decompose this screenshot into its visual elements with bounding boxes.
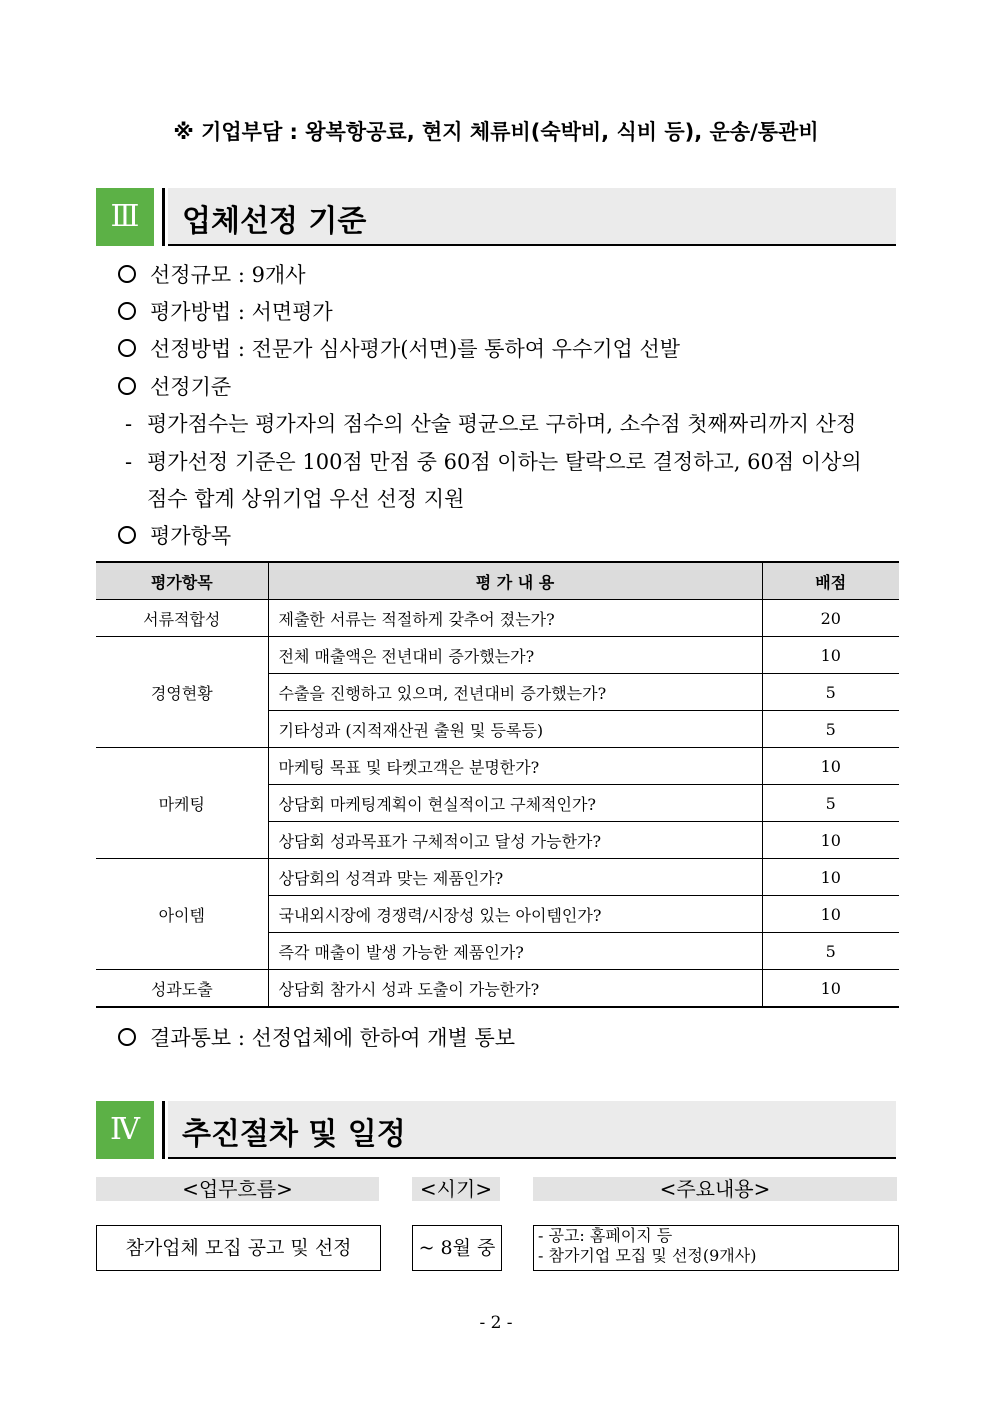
criteria-line-2: - 평가선정 기준은 100점 만점 중 60점 이하는 탈락으로 결정하고, 60점 이상의 xyxy=(125,450,862,474)
question-cell: 기타성과 (지적재산권 출원 및 등록등) xyxy=(268,711,762,748)
question-cell: 즉각 매출이 발생 가능한 제품인가? xyxy=(268,933,762,970)
period-box: ~ 8월 중 xyxy=(412,1225,502,1271)
table-row xyxy=(96,637,899,674)
circle-bullet-icon xyxy=(118,526,136,544)
question-cell: 마케팅 목표 및 타켓고객은 분명한가? xyxy=(268,748,762,785)
score-cell: 10 xyxy=(762,970,899,1008)
header-category: 평가항목 xyxy=(96,562,268,600)
workflow-step-box: 참가업체 모집 공고 및 선정 xyxy=(96,1225,381,1271)
table-row xyxy=(96,600,899,637)
score-cell: 10 xyxy=(762,748,899,785)
category-cell: 성과도출 xyxy=(96,970,268,1008)
section-3-title: 업체선정 기준 xyxy=(182,204,367,239)
category-cell: 아이템 xyxy=(96,859,268,970)
section-3-header xyxy=(96,188,896,246)
score-cell: 5 xyxy=(762,933,899,970)
criteria-line-1: - 평가점수는 평가자의 점수의 산술 평균으로 구하며, 소수점 첫째짜리까지 산정 xyxy=(125,412,857,436)
score-cell: 5 xyxy=(762,674,899,711)
category-cell: 마케팅 xyxy=(96,748,268,859)
circle-bullet-icon xyxy=(118,339,136,357)
header-period: <시기> xyxy=(412,1177,500,1201)
bullet-evaluation-method: 평가방법 : 서면평가 xyxy=(118,296,333,326)
criteria-line-3: 점수 합계 상위기업 우선 선정 지원 xyxy=(147,487,465,511)
evaluation-table xyxy=(96,561,899,1008)
section-3-title-box xyxy=(168,188,896,246)
table-row xyxy=(96,748,899,785)
question-cell: 상담회 참가시 성과 도출이 가능한가? xyxy=(268,970,762,1008)
header-score: 배점 xyxy=(762,562,899,600)
question-cell: 상담회 마케팅계획이 현실적이고 구체적인가? xyxy=(268,785,762,822)
detail-line: - 공고: 홈페이지 등 xyxy=(538,1226,673,1245)
score-cell: 10 xyxy=(762,859,899,896)
section-4-number: Ⅳ xyxy=(96,1101,154,1159)
section-4-title-box xyxy=(168,1101,896,1159)
section-4-header xyxy=(96,1101,896,1159)
score-cell: 20 xyxy=(762,600,899,637)
question-cell: 수출을 진행하고 있으며, 전년대비 증가했는가? xyxy=(268,674,762,711)
company-burden-note: ※ 기업부담 : 왕복항공료, 현지 체류비(숙박비, 식비 등), 운송/통관비 xyxy=(173,120,819,144)
question-cell: 국내외시장에 경쟁력/시장성 있는 아이템인가? xyxy=(268,896,762,933)
circle-bullet-icon xyxy=(118,377,136,395)
bullet-selection-scale: 선정규모 : 9개사 xyxy=(118,259,306,289)
header-content: 평 가 내 용 xyxy=(268,562,762,600)
category-cell: 경영현황 xyxy=(96,637,268,748)
header-main-content: <주요내용> xyxy=(533,1177,897,1201)
bullet-result-notice: 결과통보 : 선정업체에 한하여 개별 통보 xyxy=(118,1022,515,1052)
score-cell: 5 xyxy=(762,711,899,748)
circle-bullet-icon xyxy=(118,265,136,283)
details-box xyxy=(533,1225,899,1271)
question-cell: 상담회 성과목표가 구체적이고 달성 가능한가? xyxy=(268,822,762,859)
detail-line: - 참가기업 모집 및 선정(9개사) xyxy=(538,1246,757,1265)
bullet-selection-method: 선정방법 : 전문가 심사평가(서면)를 통하여 우수기업 선발 xyxy=(118,333,680,363)
table-row xyxy=(96,970,899,1008)
score-cell: 5 xyxy=(762,785,899,822)
score-cell: 10 xyxy=(762,637,899,674)
circle-bullet-icon xyxy=(118,1028,136,1046)
question-cell: 제출한 서류는 적절하게 갖추어 졌는가? xyxy=(268,600,762,637)
score-cell: 10 xyxy=(762,822,899,859)
table-header-row xyxy=(96,562,899,600)
section-4-title: 추진절차 및 일정 xyxy=(182,1117,406,1152)
page-number: - 2 - xyxy=(479,1313,513,1333)
section-divider xyxy=(162,1101,165,1159)
question-cell: 전체 매출액은 전년대비 증가했는가? xyxy=(268,637,762,674)
bullet-evaluation-items: 평가항목 xyxy=(118,520,231,550)
category-cell: 서류적합성 xyxy=(96,600,268,637)
bullet-selection-criteria: 선정기준 xyxy=(118,371,231,401)
evaluation-table-body xyxy=(96,562,899,1007)
header-workflow: <업무흐름> xyxy=(96,1177,379,1201)
section-divider xyxy=(162,188,165,246)
table-row xyxy=(96,859,899,896)
section-3-number: Ⅲ xyxy=(96,188,154,246)
circle-bullet-icon xyxy=(118,302,136,320)
question-cell: 상담회의 성격과 맞는 제품인가? xyxy=(268,859,762,896)
score-cell: 10 xyxy=(762,896,899,933)
